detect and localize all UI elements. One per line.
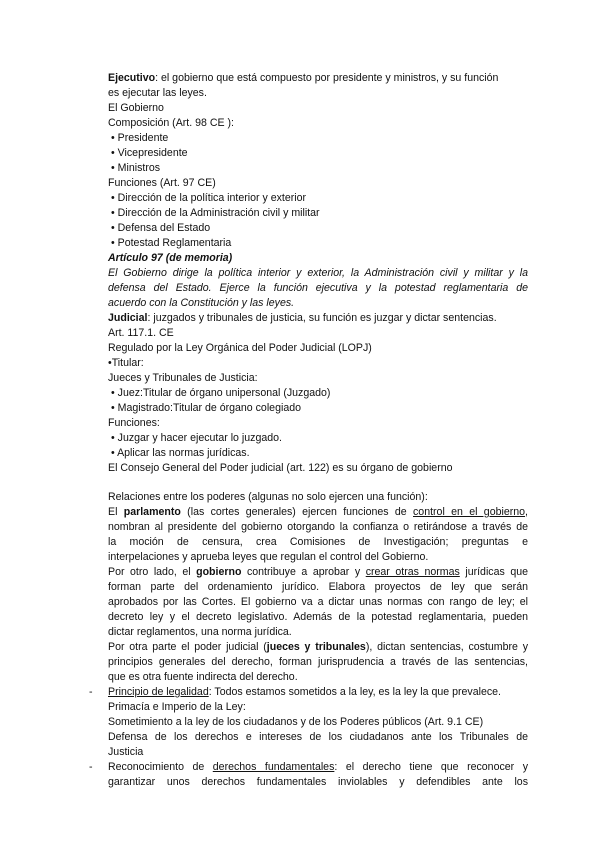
list-item: • Juzgar y hacer ejecutar lo juzgado. — [111, 432, 282, 444]
list-item: • Dirección de la política interior y exterior — [111, 192, 307, 204]
judicial-power-line — [108, 640, 528, 655]
text-run: , — [525, 506, 528, 518]
article-title: Artículo 97 (de memoria) — [108, 252, 233, 264]
text-run: ), dictan sentencias, costumbre y — [365, 641, 528, 653]
reconocimiento-line-cont: garantizar unos derechos fundamentales inviolables y defendibles ante los — [108, 776, 528, 788]
judicial-judges: Jueces y Tribunales de Justicia: — [108, 372, 258, 384]
judicial-council: El Consejo General del Poder judicial (art. 122) es su órgano de gobierno — [108, 462, 453, 474]
reconocimiento-line — [89, 760, 528, 775]
jueces-term: jueces y tribunales — [266, 641, 366, 653]
executive-definition-cont: es ejecutar las leyes. — [108, 87, 207, 99]
text-run: Por otra parte el poder judicial ( — [108, 641, 267, 653]
paragraph-line: nombran al presidente del gobierno otorgando la confianza o retirándose a través de — [108, 521, 528, 533]
list-item: • Defensa del Estado — [111, 222, 211, 234]
judicial-definition-line — [108, 311, 528, 326]
primacia-line: Primacía e Imperio de la Ley: — [108, 701, 246, 713]
sometimiento-line: Sometimiento a la ley de los ciudadanos y de los Poderes públicos (Art. 9.1 CE) — [108, 716, 484, 728]
legalidad-line — [89, 685, 528, 700]
derechos-term: derechos fundamentales — [212, 761, 335, 773]
control-gobierno-link: control en el gobierno — [413, 506, 526, 518]
judicial-titular: •Titular: — [108, 357, 144, 369]
list-item: • Presidente — [111, 132, 169, 144]
executive-term: Ejecutivo — [108, 72, 156, 84]
funciones-label: Funciones (Art. 97 CE) — [108, 177, 216, 189]
judicial-definition: : juzgados y tribunales de justicia, su función es juzgar y dictar sentencias. — [147, 312, 497, 324]
gobierno-line — [108, 565, 528, 580]
article-line: acuerdo con la Constitución y las leyes. — [108, 297, 295, 309]
legalidad-term: Principio de legalidad — [108, 686, 209, 698]
executive-definition-line — [108, 71, 528, 86]
dash-bullet: - — [89, 686, 93, 698]
parliament-term: parlamento — [123, 506, 181, 518]
text-run: El — [108, 506, 124, 518]
paragraph-line: la moción de censura, crea Comisiones de Investigación; preguntas e — [108, 536, 528, 548]
paragraph-line: interpelaciones y aprueba leyes que regulan el control del Gobierno. — [108, 551, 429, 563]
text-run: jurídicas que — [459, 566, 528, 578]
list-item: • Juez:Titular de órgano unipersonal (Juzgado) — [111, 387, 331, 399]
judicial-term: Judicial — [108, 312, 148, 324]
text-run: Por otro lado, el — [108, 566, 197, 578]
paragraph-line: decreto ley y el decreto legislativo. Además de la potestad reglamentaria, pueden — [108, 611, 528, 623]
parliament-line — [108, 505, 528, 520]
list-item: • Potestad Reglamentaria — [111, 237, 232, 249]
paragraph-line: dictar reglamentos, una norma jurídica. — [108, 626, 292, 638]
dash-bullet: - — [89, 761, 93, 773]
paragraph-line: forman parte del ordenamiento jurídico. Elabora proyectos de ley que serán — [108, 581, 528, 593]
gobierno-heading: El Gobierno — [108, 102, 164, 114]
list-item: • Vicepresidente — [111, 147, 188, 159]
crear-normas-link: crear otras normas — [365, 566, 460, 578]
defensa-line-cont: Justicia — [108, 746, 144, 758]
judicial-funciones-label: Funciones: — [108, 417, 160, 429]
text-run: : Todos estamos sometidos a la ley, es la ley la que prevalece. — [208, 686, 501, 698]
article-line: El Gobierno dirige la política interior y exterior, la Administración civil y militar y la — [108, 267, 528, 279]
judicial-article: Art. 117.1. CE — [108, 327, 174, 339]
executive-definition: : el gobierno que está compuesto por presidente y ministros, y su función — [155, 72, 499, 84]
list-item: • Dirección de la Administración civil y militar — [111, 207, 320, 219]
paragraph-line: aprobados por las Cortes. El gobierno va a dictar unas normas con rango de ley; el — [108, 596, 528, 608]
list-item: • Aplicar las normas jurídicas. — [111, 447, 250, 459]
gobierno-term: gobierno — [196, 566, 242, 578]
composicion-label: Composición (Art. 98 CE ): — [108, 117, 234, 129]
article-line: defensa del Estado. Ejerce la función ejecutiva y la potestad reglamentaria de — [108, 282, 528, 294]
text-run: (las cortes generales) ejercen funciones de — [180, 506, 413, 518]
relations-intro: Relaciones entre los poderes (algunas no solo ejercen una función): — [108, 491, 428, 503]
text-run: contribuye a aprobar y — [241, 566, 366, 578]
judicial-regulated: Regulado por la Ley Orgánica del Poder Judicial (LOPJ) — [108, 342, 372, 354]
text-run: : el derecho tiene que reconocer y — [334, 761, 528, 773]
paragraph-line: principios generales del derecho, forman jurisprudencia a través de las sentencias, — [108, 656, 528, 668]
defensa-line: Defensa de los derechos e intereses de los ciudadanos ante los Tribunales de — [108, 731, 528, 743]
document-page — [89, 71, 528, 790]
paragraph-line: que es otra fuente indirecta del derecho. — [108, 671, 298, 683]
text-run: Reconocimiento de — [108, 761, 213, 773]
list-item: • Magistrado:Titular de órgano colegiado — [111, 402, 301, 414]
list-item: • Ministros — [111, 162, 161, 174]
paragraph-gap — [108, 476, 528, 490]
